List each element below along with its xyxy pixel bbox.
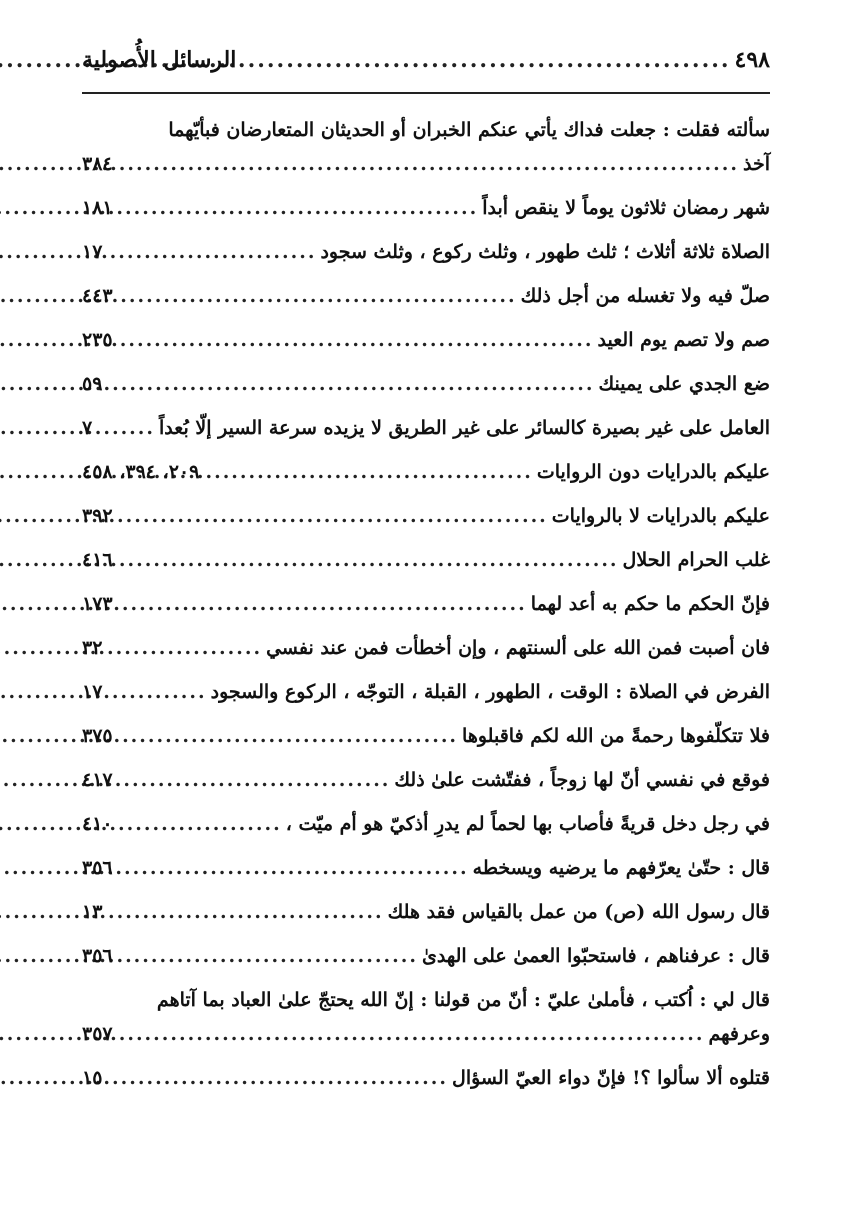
index-entry xyxy=(82,274,770,318)
leader-dots xyxy=(113,328,598,352)
entry-page-ref: ١٣ xyxy=(82,901,103,923)
entry-page-ref: ٥٩ xyxy=(82,373,103,395)
index-entry xyxy=(82,934,770,978)
entry-text: فوقع في نفسي أنّ لها زوجاً ، ففتّشت علىٰ ذلك xyxy=(394,769,770,791)
leader-dots xyxy=(113,944,422,968)
entry-page-ref: ١٥ xyxy=(82,1067,103,1089)
index-entry xyxy=(82,846,770,890)
index-entry xyxy=(82,758,770,802)
leader-dots xyxy=(113,504,552,528)
leader-dots xyxy=(113,1022,709,1046)
leader-dots xyxy=(113,812,286,836)
index-entry xyxy=(82,318,770,362)
entry-page-ref: ٣٨٤ xyxy=(82,153,113,175)
entry-page-ref: ٢٣٥ xyxy=(82,329,113,351)
entry-page-ref: ٧ xyxy=(82,417,93,439)
entry-text: قتلوه ألا سألوا ؟! فإنّ دواء العيّ السؤال xyxy=(452,1067,770,1089)
leader-dots xyxy=(92,416,159,440)
leader-dots xyxy=(102,240,320,264)
page-header xyxy=(82,40,770,80)
leader-dots xyxy=(113,548,623,572)
entry-page-ref: ٣٢ xyxy=(82,637,103,659)
entry-text: عليكم بالدرايات لا بالروايات xyxy=(551,505,770,527)
index-entry xyxy=(82,230,770,274)
entry-text: صلّ فيه ولا تغسله من أجل ذلك xyxy=(520,285,770,307)
index-entry xyxy=(82,108,770,186)
entry-text: آخذ xyxy=(743,153,770,175)
entry-page-ref: ٣٩٢ xyxy=(82,505,113,527)
leader-dots xyxy=(113,152,743,176)
leader-dots xyxy=(113,856,473,880)
leader-dots xyxy=(113,196,483,220)
book-title: الرسائل الأُصولية xyxy=(82,47,237,73)
entry-page-ref: ٤١٧ xyxy=(82,769,113,791)
entry-text: الفرض في الصلاة : الوقت ، الطهور ، القبلة ، التوجّه ، الركوع والسجود xyxy=(210,681,770,703)
index-entry xyxy=(82,670,770,714)
header-leader-dots xyxy=(236,47,734,73)
leader-dots xyxy=(113,724,462,748)
entry-text-line1: قال لي : اُكتب ، فأملىٰ عليّ : أنّ من قولنا : إنّ الله يحتجّ علىٰ العباد بما آتاهم xyxy=(156,989,770,1011)
entry-page-ref: ٣٧٥ xyxy=(82,725,113,747)
entry-text: غلب الحرام الحلال xyxy=(622,549,770,571)
entry-text: فلا تتكلّفوها رحمةً من الله لكم فاقبلوها xyxy=(462,725,770,747)
entry-page-ref: ٣٥٦ xyxy=(82,945,113,967)
leader-dots xyxy=(102,680,210,704)
entry-text: قال : حتّىٰ يعرّفهم ما يرضيه ويسخطه xyxy=(472,857,770,879)
entry-text: ضع الجدي على يمينك xyxy=(598,373,770,395)
index-entry xyxy=(82,1056,770,1100)
index-entry xyxy=(82,714,770,758)
index-entry xyxy=(82,450,770,494)
entry-page-ref: ٤١٠ xyxy=(82,813,113,835)
leader-dots xyxy=(102,1066,452,1090)
entry-text: وعرفهم xyxy=(708,1023,770,1045)
entry-text: صم ولا تصم يوم العيد xyxy=(597,329,770,351)
leader-dots xyxy=(113,768,395,792)
entry-text: في رجل دخل قريةً فأصاب بها لحماً لم يدرِ أذكيّ هو أم ميّت ، xyxy=(285,813,770,835)
index-entry xyxy=(82,582,770,626)
leader-dots xyxy=(102,636,266,660)
index-entries xyxy=(82,108,770,1100)
entry-text: فان أصبت فمن الله على ألسنتهم ، وإن أخطأت فمن عند نفسي xyxy=(266,637,770,659)
page-number: ٤٩٨ xyxy=(734,47,770,73)
entry-page-ref: ٤١٦ xyxy=(82,549,113,571)
entry-text: العامل على غير بصيرة كالسائر على غير الطريق لا يزيده سرعة السير إلّا بُعداً xyxy=(159,417,770,439)
entry-page-ref: ١٨١ xyxy=(82,197,113,219)
index-entry xyxy=(82,362,770,406)
index-entry xyxy=(82,978,770,1056)
header-rule xyxy=(82,92,770,94)
index-entry xyxy=(82,890,770,934)
entry-text: عليكم بالدرايات دون الروايات xyxy=(536,461,770,483)
index-entry xyxy=(82,406,770,450)
entry-page-ref: ٤٤٣ xyxy=(82,285,113,307)
entry-page-ref: ٢٠٩، ٣٩٤، ٤٥٨ xyxy=(82,461,200,483)
index-entry xyxy=(82,626,770,670)
leader-dots xyxy=(199,460,536,484)
leader-dots xyxy=(102,900,387,924)
entry-text: فإنّ الحكم ما حكم به أعد لهما xyxy=(530,593,770,615)
leader-dots xyxy=(102,372,598,396)
entry-text: قال رسول الله (ص) من عمل بالقياس فقد هلك xyxy=(387,901,770,923)
leader-dots xyxy=(113,592,531,616)
entry-text: الصلاة ثلاثة أثلاث ؛ ثلث طهور ، وثلث ركوع ، وثلث سجود xyxy=(320,241,770,263)
leader-dots xyxy=(113,284,521,308)
entry-text-line1: سألته فقلت : جعلت فداك يأتي عنكم الخبران أو الحديثان المتعارضان فبأيّهما xyxy=(168,119,770,141)
entry-page-ref: ١٧ xyxy=(82,241,103,263)
entry-page-ref: ١٧٣ xyxy=(82,593,113,615)
entry-page-ref: ٣٥٧ xyxy=(82,1023,113,1045)
entry-page-ref: ٣٥٦ xyxy=(82,857,113,879)
entry-text: شهر رمضان ثلاثون يوماً لا ينقص أبداً xyxy=(482,197,770,219)
index-entry xyxy=(82,494,770,538)
index-entry xyxy=(82,802,770,846)
entry-page-ref: ١٧ xyxy=(82,681,103,703)
index-entry xyxy=(82,538,770,582)
index-entry xyxy=(82,186,770,230)
entry-text: قال : عرفناهم ، فاستحبّوا العمىٰ على الهدىٰ xyxy=(421,945,770,967)
